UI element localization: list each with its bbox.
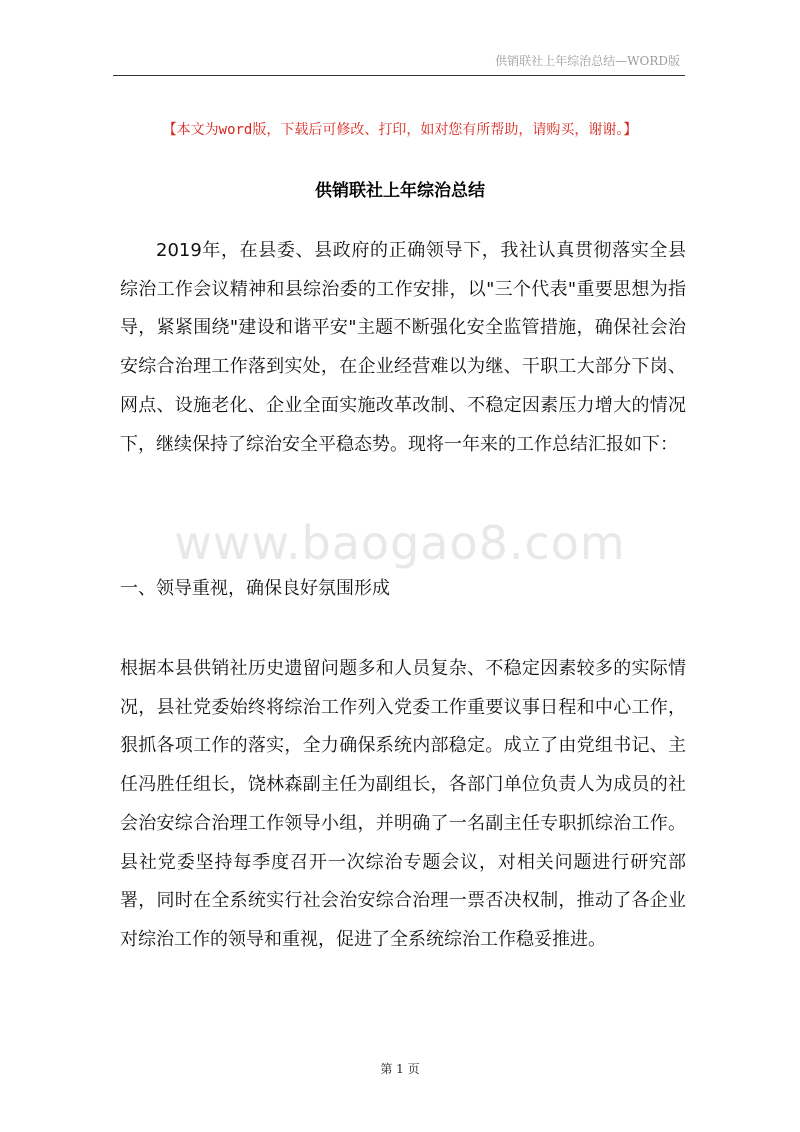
section-heading: 一、领导重视，确保良好氛围形成 — [120, 578, 390, 599]
body-paragraph: 根据本县供销社历史遗留问题多和人员复杂、不稳定因素较多的实际情况，县社党委始终将综治工作列入党委工作重要议事日程和中心工作，狠抓各项工作的落实，全力确保系统内部稳定。成立了由党组书记、主任冯胜任组长，饶林森副主任为副组长，各部门单位负责人为成员的社会治安综合治理工作领导小组，并明确了一名副主任专职抓综治工作。县社党委坚持每季度召开一次综治专题会议，对相关问题进行研究部署，同时在全系统实行社会治安综合治理一票否决权制，推动了各企业对综治工作的领导和重视，促进了全系统综治工作稳妥推进。 — [120, 658, 686, 950]
document-title: 供销联社上年综治总结 — [315, 181, 485, 201]
page-number: 第 1 页 — [380, 1062, 420, 1076]
header-divider — [113, 75, 685, 76]
running-header: 供销联社上年综治总结—WORD版 — [495, 54, 680, 68]
watermark: www.baogao8.com — [174, 516, 626, 570]
purchase-notice: 【本文为word版，下载后可修改、打印，如对您有所帮助，请购买，谢谢。】 — [162, 122, 638, 138]
intro-paragraph: 2019年，在县委、县政府的正确领导下，我社认真贯彻落实全县综治工作会议精神和县综治委的工作安排，以"三个代表"重要思想为指导，紧紧围绕"建设和谐平安"主题不断强化安全监管措施，确保社会治安综合治理工作落到实处，在企业经营难以为继、干职工大部分下岗、网点、设施老化、企业全面实施改革改制、不稳定因素压力增大的情况下，继续保持了综治安全平稳态势。现将一年来的工作总结汇报如下： — [120, 240, 686, 455]
